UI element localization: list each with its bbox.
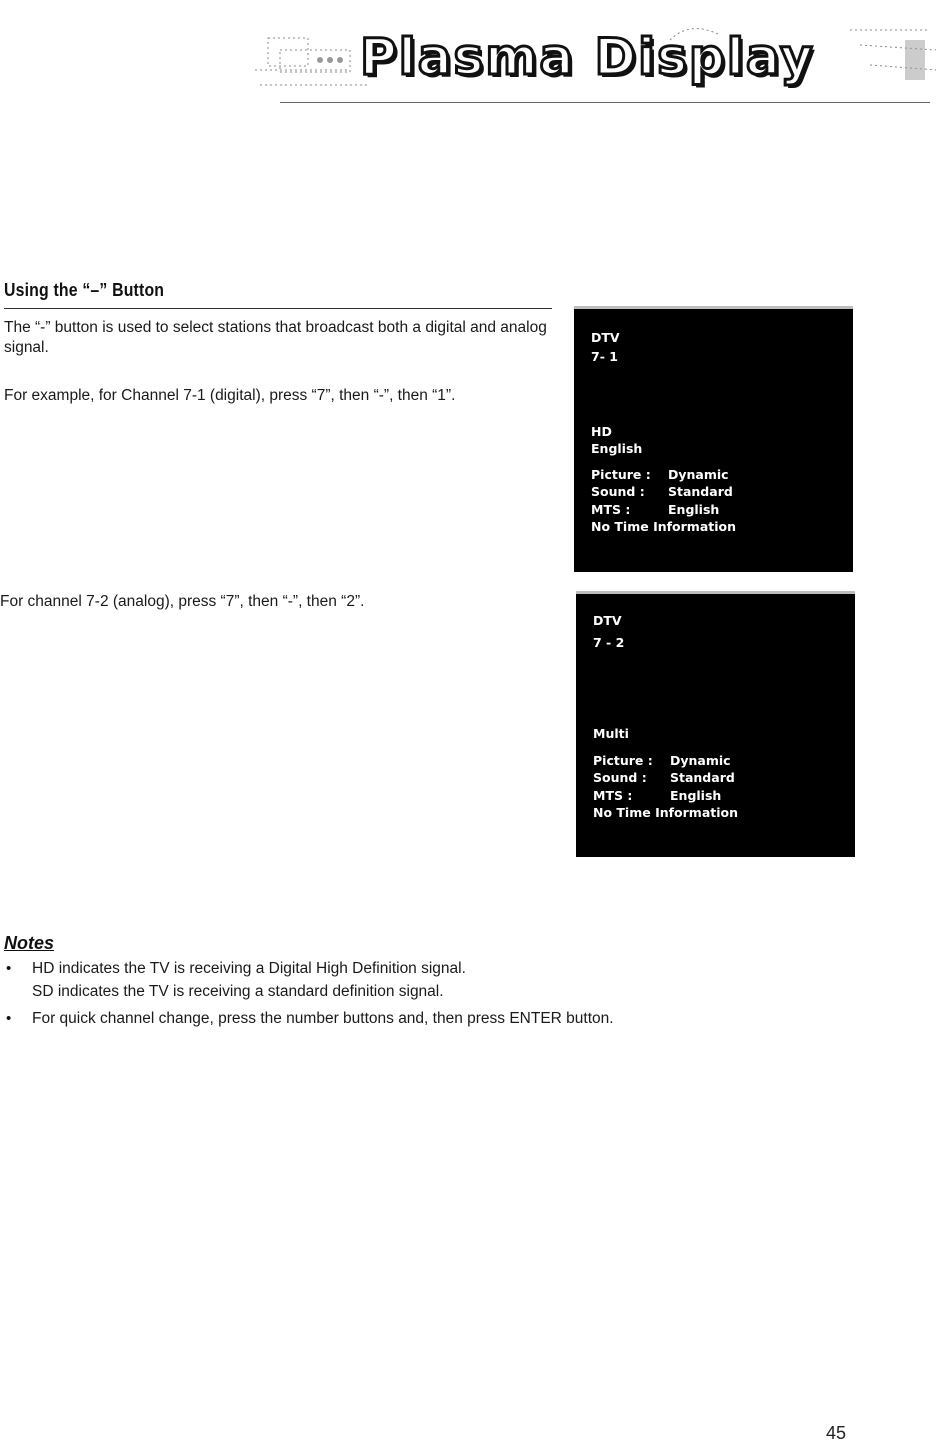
osd-picture-value: Dynamic bbox=[668, 467, 729, 482]
notes-heading: Notes bbox=[4, 933, 55, 953]
page-number: 45 bbox=[826, 1423, 847, 1443]
osd-resolution: HD bbox=[591, 424, 612, 439]
note-quick-channel: For quick channel change, press the number buttons and, then press ENTER button. bbox=[32, 1010, 614, 1027]
intro-paragraph: The “-” button is used to select stations that broadcast both a digital and analog signal. bbox=[4, 319, 547, 356]
section-heading: Using the “–” Button bbox=[4, 280, 165, 300]
osd-screen-channel-7-2 bbox=[576, 591, 855, 857]
bullet-icon: • bbox=[6, 1010, 12, 1027]
osd-top-edge bbox=[574, 306, 853, 309]
note-sd: SD indicates the TV is receiving a standard definition signal. bbox=[32, 983, 444, 1000]
osd-audio: Multi bbox=[593, 726, 629, 741]
osd-mts-value: English bbox=[670, 788, 722, 803]
osd-sound-label: Sound : bbox=[593, 770, 647, 785]
osd-mts-label: MTS : bbox=[591, 502, 631, 517]
section-divider bbox=[4, 308, 552, 309]
header-banner bbox=[250, 10, 937, 110]
osd-time-info: No Time Information bbox=[593, 805, 739, 820]
osd-mode: DTV bbox=[593, 613, 622, 628]
osd-picture-label: Picture : bbox=[593, 753, 653, 768]
osd-language: English bbox=[591, 441, 643, 456]
example-analog-paragraph: For channel 7-2 (analog), press “7”, then “-”, then “2”. bbox=[0, 593, 365, 610]
osd-mts-label: MTS : bbox=[593, 788, 633, 803]
osd-sound-value: Standard bbox=[670, 770, 735, 785]
osd-picture-label: Picture : bbox=[591, 467, 651, 482]
header-divider bbox=[280, 102, 930, 103]
osd-top-edge bbox=[576, 591, 855, 594]
bullet-icon: • bbox=[6, 960, 12, 977]
osd-mts-value: English bbox=[668, 502, 720, 517]
osd-picture-value: Dynamic bbox=[670, 753, 731, 768]
header-title: Plasma Display bbox=[360, 28, 815, 86]
osd-screen-channel-7-1 bbox=[574, 306, 853, 572]
osd-channel: 7- 1 bbox=[591, 349, 618, 364]
osd-sound-label: Sound : bbox=[591, 484, 645, 499]
osd-channel: 7 - 2 bbox=[593, 635, 625, 650]
osd-time-info: No Time Information bbox=[591, 519, 737, 534]
example-digital-paragraph: For example, for Channel 7-1 (digital), press “7”, then “-”, then “1”. bbox=[4, 387, 456, 404]
osd-sound-value: Standard bbox=[668, 484, 733, 499]
note-hd: HD indicates the TV is receiving a Digital High Definition signal. bbox=[32, 960, 466, 977]
osd-mode: DTV bbox=[591, 330, 620, 345]
